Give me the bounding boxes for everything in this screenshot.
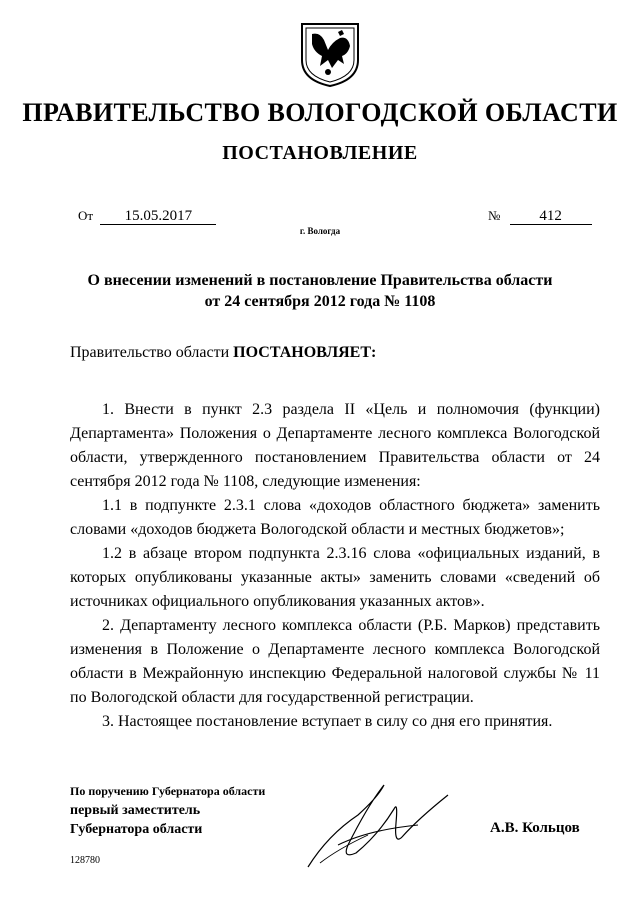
date-field	[78, 208, 216, 225]
heading-line-2: от 24 сентября 2012 года № 1108	[204, 293, 436, 310]
signatory-line-1: По поручению Губернатора области	[70, 784, 266, 798]
paragraph-1-1: 1.1 в подпункте 2.3.1 слова «доходов областного бюджета» заменить словами «доходов бюджета Вологодской области и местных бюджетов»;	[70, 497, 600, 538]
number-prefix: №	[488, 208, 501, 223]
paragraph-1-2: 1.2 в абзаце втором подпункта 2.3.16 слова «официальных изданий, в которых опубликованы указанные акты» заменить словами «сведений об источниках официального опубликования указанных актов».	[70, 545, 600, 610]
paragraph-1: 1. Внести в пункт 2.3 раздела II «Цель и полномочия (функции) Департамента» Положения о Департаменте лесного комплекса Вологодской области, утвержденного постановлением Правительства области от 24 сентября 2012 года № 1108, следующие изменения:	[70, 401, 600, 490]
city-label: г. Вологда	[299, 226, 341, 236]
paragraph-3: 3. Настоящее постановление вступает в силу со дня его принятия.	[102, 713, 553, 730]
preamble-bold: ПОСТАНОВЛЯЕТ:	[233, 344, 377, 361]
signatory-line-2: первый заместитель	[70, 803, 201, 818]
handwritten-signature	[298, 775, 458, 875]
signatory-line-3: Губернатора области	[70, 822, 203, 837]
registration-number: 128780	[70, 855, 100, 866]
coat-of-arms-emblem	[298, 20, 362, 88]
signature-block	[70, 782, 265, 839]
government-title: ПРАВИТЕЛЬСТВО ВОЛОГОДСКОЙ ОБЛАСТИ	[22, 98, 618, 127]
document-type: ПОСТАНОВЛЕНИЕ	[222, 142, 418, 164]
signatory-name: А.В. Кольцов	[490, 820, 580, 836]
document-body	[70, 398, 600, 734]
number-field	[488, 208, 592, 225]
date-prefix: От	[78, 208, 94, 223]
heading-line-1: О внесении изменений в постановление Правительства области	[87, 272, 553, 289]
document-heading	[70, 270, 570, 312]
preamble-text: Правительство области	[70, 344, 234, 361]
preamble	[70, 341, 600, 365]
date-value: 15.05.2017	[100, 208, 216, 225]
paragraph-2: 2. Департаменту лесного комплекса области (Р.Б. Марков) представить изменения в Положение о Департаменте лесного комплекса Вологодской области в Межрайонную инспекцию Федеральной налоговой службы № 11 по Вологодской области для государственной регистрации.	[70, 617, 600, 706]
number-value: 412	[510, 208, 592, 225]
